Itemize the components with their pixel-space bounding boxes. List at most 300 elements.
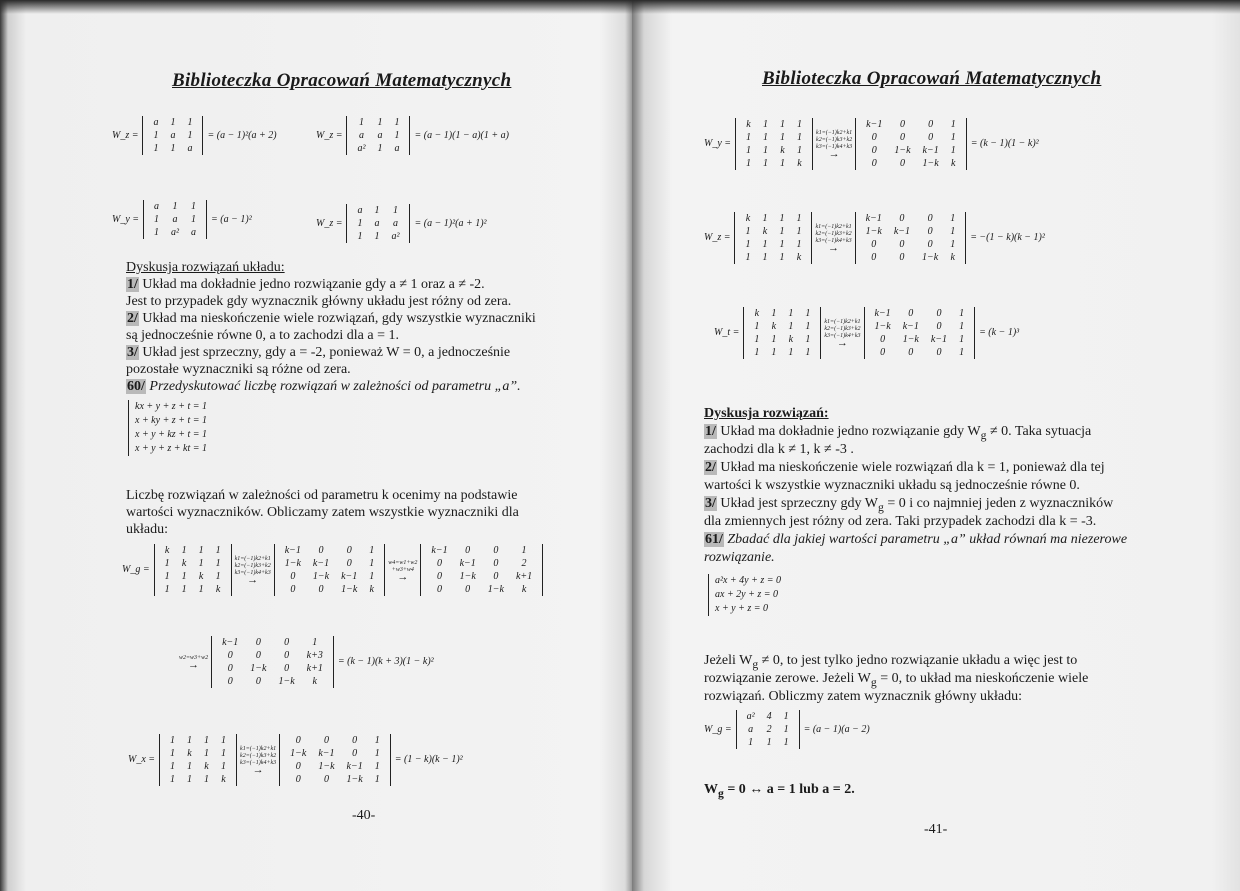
- matrix-cell: 1: [754, 347, 760, 358]
- exercise-61: 61/ Zbadać dla jakiej wartości parametru „a” układ równań ma niezerowe: [705, 532, 1128, 547]
- matrix-cell: 1: [805, 347, 811, 358]
- matrix-cell: a²: [357, 143, 366, 154]
- matrix-cell: 1: [950, 226, 956, 237]
- matrix-cell: 1−k: [922, 158, 939, 169]
- matrix-row: [164, 773, 232, 786]
- operation-line: k2=(−1)k3+k2: [815, 231, 852, 237]
- matrix-row: [739, 212, 807, 225]
- matrix-cell: 1: [950, 213, 956, 224]
- matrix: [216, 636, 329, 688]
- matrix-cell: 0: [295, 735, 301, 746]
- matrix-cell: 1: [215, 545, 221, 556]
- matrix-cell: 1−k: [459, 571, 476, 582]
- matrix-cell: 0: [899, 119, 905, 130]
- matrix: [351, 204, 405, 243]
- page-number: -41-: [924, 822, 948, 837]
- matrix-cell: 0: [936, 308, 942, 319]
- matrix-cell: 4: [766, 711, 772, 722]
- matrix-cell: 1: [377, 143, 383, 154]
- matrix: [860, 212, 962, 264]
- matrix-cell: a: [394, 143, 400, 154]
- matrix-cell: 1: [369, 545, 375, 556]
- matrix-cell: 1: [754, 321, 760, 332]
- matrix-cell: 0: [346, 545, 352, 556]
- discussion-line: Jest to przypadek gdy wyznacznik główny układu jest różny od zera.: [126, 294, 512, 309]
- matrix-cell: 1: [170, 117, 176, 128]
- matrix-cell: 0: [908, 347, 914, 358]
- matrix-row: [147, 129, 198, 142]
- matrix-row: [860, 157, 962, 170]
- matrix-cell: 0: [880, 347, 886, 358]
- matrix-row: [860, 144, 962, 157]
- matrix-cell: 0: [284, 650, 290, 661]
- matrix-row: [279, 557, 381, 570]
- determinant-wg-step: w2=w3+w2 → k−1 0 0 1 0 0 0 k+3 0 1−k 0 k+1 0 0 1−k k = (k − 1)(k + 3)(1 − k)²: [179, 637, 434, 687]
- discussion-title: Dyskusja rozwiązań układu:: [126, 260, 285, 275]
- matrix-cell: 1: [198, 545, 204, 556]
- matrix-cell: 1−k: [250, 663, 267, 674]
- matrix-cell: 1: [797, 145, 803, 156]
- matrix-cell: 0: [927, 213, 933, 224]
- matrix-cell: a: [191, 227, 197, 238]
- operation-line: k3=(−1)k4+k3: [816, 144, 853, 150]
- matrix-row: [869, 307, 971, 320]
- matrix-cell: 1: [215, 571, 221, 582]
- matrix-cell: k: [797, 158, 802, 169]
- matrix-cell: k+1: [515, 571, 533, 582]
- matrix-cell: k: [198, 571, 204, 582]
- matrix-cell: 1: [170, 143, 176, 154]
- operation-line: →: [828, 148, 840, 160]
- equation-system: kx + y + z + t = 1 x + ky + z + t = 1 x + y + kz + t = 1 x + y + z + kt = 1: [128, 400, 207, 456]
- matrix-cell: a: [153, 117, 159, 128]
- matrix-cell: 0: [352, 735, 358, 746]
- matrix-row: [425, 544, 538, 557]
- matrix-row: [351, 204, 405, 217]
- matrix-cell: 1: [187, 774, 193, 785]
- matrix-cell: 1−k: [922, 252, 939, 263]
- paragraph-line: Liczbę rozwiązań w zależności od parametru k ocenimy na podstawie: [126, 488, 518, 503]
- page-number: -40-: [352, 808, 376, 823]
- matrix-row: [425, 570, 538, 583]
- matrix-cell: a²: [171, 227, 180, 238]
- matrix-cell: 1: [204, 748, 210, 759]
- matrix-cell: k: [215, 584, 221, 595]
- matrix-cell: 0: [465, 584, 471, 595]
- matrix-cell: 0: [284, 637, 290, 648]
- matrix-row: [351, 230, 405, 243]
- matrix-cell: k: [181, 558, 187, 569]
- column-operations: [240, 746, 276, 774]
- matrix-cell: 0: [899, 252, 905, 263]
- matrix-cell: 1: [153, 130, 159, 141]
- matrix-row: [425, 583, 538, 596]
- matrix-cell: 1: [374, 761, 380, 772]
- matrix-cell: 1: [779, 226, 785, 237]
- matrix-cell: k−1: [902, 321, 919, 332]
- matrix-cell: k: [788, 334, 794, 345]
- matrix-row: [147, 116, 198, 129]
- matrix-cell: 1: [198, 584, 204, 595]
- matrix-cell: 0: [871, 252, 877, 263]
- matrix-cell: 1: [154, 214, 160, 225]
- matrix-cell: 1: [164, 558, 170, 569]
- matrix-cell: 2: [766, 724, 772, 735]
- matrix-cell: a: [154, 201, 160, 212]
- matrix-cell: 0: [318, 545, 324, 556]
- operation-line: k2=(−1)k3+k2: [824, 326, 861, 332]
- matrix-cell: 0: [899, 213, 905, 224]
- matrix-row: [159, 583, 227, 596]
- matrix-row: [148, 200, 202, 213]
- matrix-row: [159, 557, 227, 570]
- matrix-cell: 1: [754, 334, 760, 345]
- matrix-cell: 1: [221, 735, 227, 746]
- matrix-cell: 1: [763, 119, 769, 130]
- matrix-cell: 1: [780, 132, 786, 143]
- operation-line: k2=(−1)k3+k2: [234, 563, 271, 569]
- matrix-cell: 1: [771, 334, 777, 345]
- matrix-cell: 0: [284, 663, 290, 674]
- matrix-cell: 0: [871, 239, 877, 250]
- matrix-cell: 1: [374, 205, 380, 216]
- matrix-row: [860, 131, 962, 144]
- matrix-cell: 1: [748, 737, 754, 748]
- matrix-cell: 1−k: [865, 226, 882, 237]
- determinant-wz: W_z = k 1 1 1 1 k 1 1 1 1 1 1 1 1 1 k k1=(−1)k2+k1 k2=(−1)k3+k2 k3=(−1)k4+k3 → k−1 0 0 1 1−k k−1 0 1 0 0 0 1 0 0 1−k k = −(1 − k)(k − 1)²: [704, 213, 1045, 263]
- matrix-row: [869, 346, 971, 359]
- matrix-cell: 0: [928, 119, 934, 130]
- matrix-cell: 1: [170, 761, 176, 772]
- matrix-cell: 0: [323, 735, 329, 746]
- matrix-cell: 0: [436, 558, 442, 569]
- matrix-cell: 0: [908, 308, 914, 319]
- matrix-row: [860, 251, 962, 264]
- matrix-cell: k−1: [341, 571, 358, 582]
- matrix-row: [148, 226, 202, 239]
- matrix-cell: 0: [436, 584, 442, 595]
- matrix-cell: k: [951, 158, 956, 169]
- matrix-cell: a: [377, 130, 383, 141]
- matrix-row: [351, 129, 405, 142]
- matrix-row: [351, 217, 405, 230]
- matrix-cell: 1: [796, 239, 802, 250]
- right-page: [632, 0, 1240, 891]
- operation-line: k1=(−1)k2+k1: [815, 224, 852, 230]
- matrix-cell: k−1: [922, 145, 939, 156]
- determinant-wg: W_g = k 1 1 1 1 k 1 1 1 1 k 1 1 1 1 k k1=(−1)k2+k1 k2=(−1)k3+k2 k3=(−1)k4+k3 → k−1 0 0 1 1−k k−1 0 1 0 1−k k−1 1 0 0 1−k k w4=w1+w2 +w3+w4 → k−1 0 0 1 0 k−1 0 2 0 1−k 0 k+1 0 0 1−k k: [122, 544, 543, 596]
- matrix-row: [164, 760, 232, 773]
- matrix-cell: 1: [762, 213, 768, 224]
- matrix-cell: a: [374, 218, 380, 229]
- operation-line: →: [188, 659, 200, 671]
- matrix-cell: 0: [871, 158, 877, 169]
- matrix-cell: 1: [394, 117, 400, 128]
- operation-line: w2=w3+w2: [179, 655, 209, 661]
- matrix-row: [748, 346, 816, 359]
- matrix-cell: 0: [899, 239, 905, 250]
- matrix-cell: a: [392, 218, 398, 229]
- final-result: $W_g = 0$ ↔ a = 1 lub a = 2.: [704, 782, 855, 800]
- matrix: [740, 118, 808, 170]
- matrix-cell: k: [950, 252, 955, 263]
- operation-line: k3=(−1)k4+k3: [824, 333, 861, 339]
- matrix: [147, 116, 198, 155]
- matrix-cell: 1: [153, 143, 159, 154]
- operation-line: →: [252, 764, 264, 776]
- paragraph-line: wartości wyznaczników. Obliczamy zatem wszystkie wyznaczniki dla: [126, 505, 519, 520]
- matrix-cell: k−1: [222, 637, 239, 648]
- determinant-wg: W_g = a² 4 1 a 2 1 1 1 1 = (a − 1)(a − 2): [704, 711, 870, 748]
- matrix: [739, 212, 807, 264]
- matrix-cell: k−1: [318, 748, 335, 759]
- matrix-cell: 1: [805, 308, 811, 319]
- operation-line: k2=(−1)k3+k2: [816, 137, 853, 143]
- left-page-header: Biblioteczka Opracowań Matematycznych: [172, 70, 512, 91]
- matrix-cell: 0: [255, 650, 261, 661]
- matrix-cell: 0: [899, 158, 905, 169]
- matrix-cell: 1: [170, 774, 176, 785]
- matrix-cell: k: [754, 308, 760, 319]
- matrix-cell: 1: [805, 321, 811, 332]
- matrix-row: [869, 333, 971, 346]
- matrix-cell: 0: [936, 321, 942, 332]
- discussion-line: pozostałe wyznaczniki są różne od zera.: [126, 362, 351, 377]
- matrix-cell: 1: [154, 227, 160, 238]
- matrix-cell: 1: [788, 308, 794, 319]
- matrix-cell: k−1: [930, 334, 948, 345]
- matrix-cell: 1: [187, 130, 193, 141]
- matrix-cell: 0: [255, 676, 261, 687]
- matrix-cell: 1: [796, 213, 802, 224]
- matrix-cell: k−1: [312, 558, 330, 569]
- matrix-row: [739, 238, 807, 251]
- matrix-cell: a: [357, 205, 363, 216]
- matrix-row: [869, 320, 971, 333]
- matrix-row: [748, 333, 816, 346]
- matrix-cell: 0: [295, 761, 301, 772]
- discussion-item-3: 3/ Układ jest sprzeczny, gdy a = -2, ponieważ W = 0, a jednocześnie: [127, 345, 511, 360]
- matrix-cell: 1−k: [278, 676, 295, 687]
- matrix-row: [279, 544, 381, 557]
- paragraph-line: Jeżeli $W_g \ne 0$, to jest tylko jedno rozwiązanie układu a więc jest to: [704, 653, 1078, 671]
- matrix-cell: 0: [323, 774, 329, 785]
- discussion-line: wartości k wszystkie wyznaczniki układu są jednocześnie równe 0.: [704, 478, 1080, 493]
- matrix-cell: 1: [745, 226, 751, 237]
- operation-line: k1=(−1)k2+k1: [816, 130, 853, 136]
- matrix-cell: 1: [766, 737, 772, 748]
- matrix-cell: k: [312, 676, 317, 687]
- matrix-cell: 0: [927, 239, 933, 250]
- discussion-title: Dyskusja rozwiązań:: [704, 406, 829, 421]
- determinant-wz-3: W_z = a 1 1 1 a a 1 1 a² = (a − 1)²(a + 1)²: [316, 205, 487, 242]
- discussion-item-2: 2/ Układ ma nieskończenie wiele rozwiązań, gdy wszystkie wyznaczniki: [127, 311, 536, 326]
- matrix-cell: 0: [493, 558, 499, 569]
- operation-line: w4=w1+w2: [388, 559, 418, 566]
- operation-line: →: [836, 337, 848, 349]
- matrix-cell: 1: [797, 132, 803, 143]
- matrix-cell: 0: [436, 571, 442, 582]
- matrix-row: [279, 570, 381, 583]
- matrix-cell: k−1: [459, 558, 476, 569]
- matrix-row: [740, 118, 808, 131]
- determinant-wz-2: W_z = 1 1 1 a a 1 a² 1 a = (a − 1)(1 − a)(1 + a): [316, 117, 509, 154]
- matrix-cell: 1: [187, 117, 193, 128]
- matrix-cell: 0: [936, 347, 942, 358]
- matrix-cell: a: [748, 724, 754, 735]
- operation-line: k1=(−1)k2+k1: [240, 746, 277, 752]
- matrix-cell: 1−k: [894, 145, 911, 156]
- matrix-cell: 1: [779, 213, 785, 224]
- matrix-cell: k−1: [874, 308, 891, 319]
- matrix-cell: 1: [779, 239, 785, 250]
- matrix-cell: 1: [181, 545, 187, 556]
- operation-line: k3=(−1)k4+k3: [815, 238, 852, 244]
- matrix-row: [216, 649, 329, 662]
- matrix: [164, 734, 232, 786]
- matrix-row: [739, 251, 807, 264]
- matrix-cell: 0: [346, 558, 352, 569]
- matrix-cell: 1: [746, 158, 752, 169]
- matrix-cell: k: [204, 761, 209, 772]
- matrix-row: [164, 747, 232, 760]
- matrix-cell: 1: [369, 571, 375, 582]
- matrix-row: [216, 675, 329, 688]
- matrix-cell: 1: [191, 214, 197, 225]
- matrix-row: [164, 734, 232, 747]
- exercise-61-cont: rozwiązanie.: [704, 550, 775, 565]
- matrix-row: [740, 157, 808, 170]
- matrix-cell: 1: [198, 558, 204, 569]
- matrix-row: [148, 213, 202, 226]
- matrix-cell: 1: [369, 558, 375, 569]
- matrix: [741, 710, 795, 749]
- matrix-cell: 0: [227, 676, 233, 687]
- matrix-cell: a: [170, 130, 176, 141]
- discussion-line: zachodzi dla k ≠ 1, k ≠ -3 .: [704, 442, 854, 457]
- matrix-cell: k: [762, 226, 768, 237]
- matrix-cell: 0: [290, 571, 296, 582]
- matrix-cell: 1: [959, 334, 965, 345]
- matrix-cell: 1−k: [874, 321, 891, 332]
- matrix-row: [159, 544, 227, 557]
- matrix-row: [741, 710, 795, 723]
- matrix-cell: 1: [950, 239, 956, 250]
- matrix-row: [741, 723, 795, 736]
- matrix: [279, 544, 381, 596]
- row-operations: [388, 560, 417, 581]
- exercise-60: 60/ Przedyskutować liczbę rozwiązań w zależności od parametru „a”.: [127, 379, 521, 394]
- matrix-cell: k−1: [893, 226, 910, 237]
- matrix-cell: 1: [797, 119, 803, 130]
- matrix-cell: 1: [762, 252, 768, 263]
- matrix-cell: 1: [377, 117, 383, 128]
- discussion-line: dla zmiennych jest różny od zera. Taki przypadek zachodzi dla k = -3.: [704, 514, 1097, 529]
- matrix-cell: 1: [164, 571, 170, 582]
- matrix-cell: 0: [899, 132, 905, 143]
- matrix-row: [159, 570, 227, 583]
- matrix-cell: 1: [783, 711, 789, 722]
- matrix-cell: k: [187, 748, 192, 759]
- matrix-cell: 1: [221, 748, 227, 759]
- operation-line: →: [397, 570, 409, 583]
- equation-system: a²x + 4y + z = 0 ax + 2y + z = 0 x + y + z = 0: [708, 574, 781, 616]
- matrix-cell: k: [745, 213, 751, 224]
- operation-line: k3=(−1)k4+k3: [234, 570, 271, 576]
- matrix-cell: 1: [950, 145, 956, 156]
- operation-line: k1=(−1)k2+k1: [234, 556, 271, 562]
- matrix-cell: k: [164, 545, 170, 556]
- matrix-cell: k: [780, 145, 785, 156]
- matrix-cell: 1−k: [318, 761, 335, 772]
- matrix-row: [284, 760, 386, 773]
- paragraph-line: rozwiązań. Obliczmy zatem wyznacznik główny układu:: [704, 689, 1022, 704]
- matrix-row: [284, 773, 386, 786]
- matrix-row: [739, 225, 807, 238]
- matrix-cell: a: [358, 130, 364, 141]
- discussion-item-2: 2/ Układ ma nieskończenie wiele rozwiązań dla k = 1, ponieważ dla tej: [705, 460, 1105, 475]
- matrix-cell: k−1: [284, 545, 301, 556]
- matrix-cell: 1: [170, 735, 176, 746]
- matrix-cell: 0: [927, 226, 933, 237]
- matrix-cell: k−1: [865, 213, 882, 224]
- row-operations: [179, 655, 208, 669]
- discussion-item-1: 1/ Układ ma dokładnie jedno rozwiązanie gdy a ≠ 1 oraz a ≠ -2.: [127, 277, 485, 292]
- matrix-cell: 1: [763, 132, 769, 143]
- matrix-row: [284, 734, 386, 747]
- matrix-cell: 1: [191, 201, 197, 212]
- matrix-cell: 1: [959, 321, 965, 332]
- matrix-cell: 1: [204, 774, 210, 785]
- matrix-cell: k−1: [866, 119, 883, 130]
- matrix: [860, 118, 962, 170]
- matrix-cell: 0: [290, 584, 296, 595]
- matrix-cell: 1: [746, 132, 752, 143]
- matrix-cell: 0: [871, 132, 877, 143]
- matrix-cell: 1: [181, 584, 187, 595]
- column-operations: [235, 556, 271, 584]
- matrix-row: [748, 307, 816, 320]
- matrix-row: [740, 144, 808, 157]
- operation-line: k1=(−1)k2+k1: [824, 319, 861, 325]
- matrix-cell: 0: [880, 334, 886, 345]
- matrix-cell: k: [521, 584, 527, 595]
- matrix-cell: 1−k: [902, 334, 919, 345]
- matrix-cell: k−1: [431, 545, 448, 556]
- matrix-cell: a: [172, 214, 178, 225]
- matrix-cell: 1: [745, 252, 751, 263]
- matrix-row: [216, 662, 329, 675]
- operation-line: →: [828, 242, 840, 254]
- matrix-cell: 1: [374, 231, 380, 242]
- matrix-cell: a: [187, 143, 193, 154]
- matrix-row: [284, 747, 386, 760]
- matrix-row: [425, 557, 538, 570]
- matrix-cell: 1: [392, 205, 398, 216]
- matrix-cell: 1: [763, 145, 769, 156]
- matrix-cell: 1: [394, 130, 400, 141]
- matrix-cell: k: [771, 321, 777, 332]
- matrix-cell: 0: [227, 663, 233, 674]
- matrix-cell: 1−k: [346, 774, 363, 785]
- matrix-row: [860, 118, 962, 131]
- matrix-cell: 1−k: [487, 584, 504, 595]
- matrix-cell: 1: [374, 774, 380, 785]
- matrix-cell: 1: [187, 761, 193, 772]
- matrix-cell: 1: [170, 748, 176, 759]
- matrix-cell: 1: [771, 308, 777, 319]
- matrix-cell: 1: [358, 117, 364, 128]
